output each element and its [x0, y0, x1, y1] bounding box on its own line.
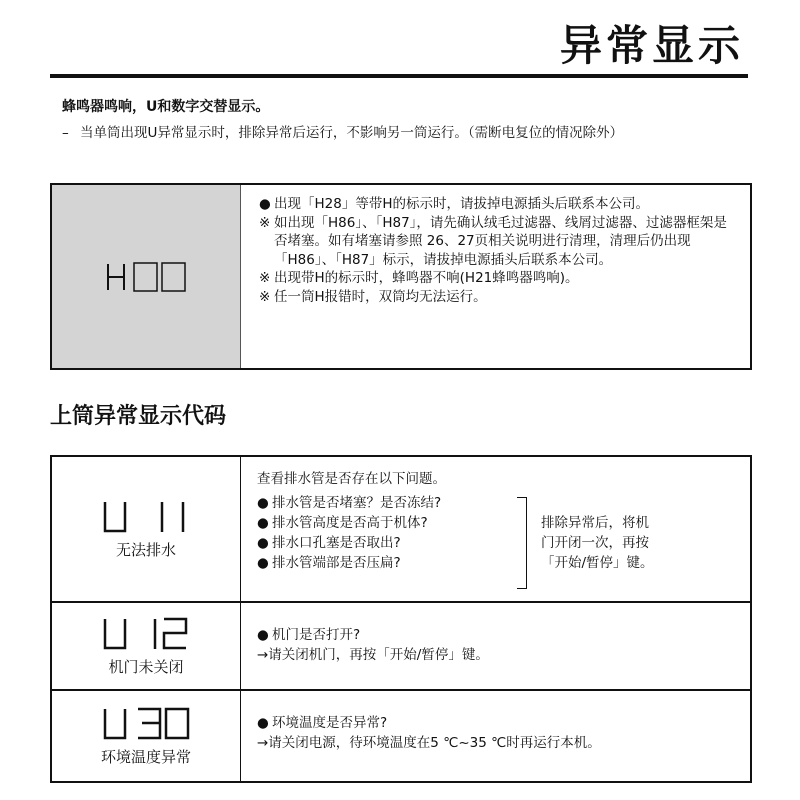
item-marker: ※ [259, 270, 271, 286]
u30-description [241, 691, 750, 781]
u11-item [257, 493, 750, 513]
note-text: 当单筒出现U异常显示时，排除异常后运行，不影响另一筒运行。（需断电复位的情况除外） [80, 125, 624, 141]
u11-description [241, 457, 750, 601]
item-text: 出现带H的标示时，蜂鸣器不响(H21蜂鸣器鸣响)。 [274, 270, 579, 286]
item-marker: ● [257, 715, 269, 731]
u11-label: 无法排水 [115, 540, 176, 559]
u11-bracket [517, 497, 527, 589]
h-item [259, 269, 736, 288]
h-code-description [241, 185, 750, 368]
page-title: 异常显示 [559, 21, 744, 70]
u11-action-line: 「开始/暂停」键。 [541, 555, 654, 571]
item-text: 排水管端部是否压扁? [272, 555, 401, 571]
u12-description [241, 603, 750, 689]
u30-row [52, 691, 750, 781]
item-marker: ※ [259, 288, 271, 305]
item-text: 出现「H28」等带H的标示时，请拔掉电源插头后联系本公司。 [274, 196, 649, 212]
u12-arrow-text: →请关闭机门，再按「开始/暂停」键。 [257, 647, 489, 663]
title-rule [50, 74, 748, 78]
u12-code-cell [52, 603, 241, 689]
u30-segment-display-icon [100, 706, 192, 742]
u12-label: 机门未关闭 [108, 657, 184, 676]
u-code-table [50, 455, 752, 783]
u11-action [541, 513, 691, 573]
item-text: 排水口孔塞是否取出? [272, 535, 401, 551]
u12-item [257, 625, 750, 645]
u30-code-cell [52, 691, 241, 781]
u30-arrow-text: →请关闭电源，待环境温度在5 ℃~35 ℃时再运行本机。 [257, 735, 601, 751]
note [62, 124, 752, 143]
item-text: 如出现「H86」、「H87」，请先确认绒毛过滤器、线屑过滤器、过滤器框架是否堵塞。如有堵塞请参照 26、27页相关说明进行清理，清理后仍出现「H86」、「H87」标示，请拔掉电源插头后联系本公司。 [274, 214, 727, 268]
h-code-box [50, 183, 752, 370]
note-dash: – [62, 125, 69, 141]
item-text: 排水管高度是否高于机体? [272, 515, 428, 531]
h-item [259, 214, 736, 270]
item-text: 机门是否打开? [272, 627, 361, 643]
u11-action-line: 排除异常后，将机 [541, 515, 649, 531]
u30-item [257, 713, 750, 733]
u12-row [52, 603, 750, 691]
u30-label: 环境温度异常 [100, 747, 191, 766]
u11-action-line: 门开闭一次，再按 [541, 535, 649, 551]
item-marker: ● [257, 495, 269, 511]
h-item [259, 288, 736, 307]
item-marker: ● [259, 196, 271, 212]
h-code-display [52, 185, 241, 368]
u12-segment-display-icon [100, 616, 192, 652]
item-marker: ● [257, 515, 269, 531]
u11-row [52, 457, 750, 603]
u11-intro: 查看排水管是否存在以下问题。 [257, 471, 446, 487]
u11-code-cell [52, 457, 241, 601]
lead-text: 蜂鸣器鸣响，U和数字交替显示。 [62, 99, 270, 115]
item-marker: ● [257, 535, 269, 551]
h-segment-display-icon [104, 260, 188, 294]
item-marker: ● [257, 555, 269, 571]
item-marker: ※ [259, 214, 271, 231]
item-marker: ● [257, 627, 269, 643]
section-title: 上筒异常显示代码 [50, 404, 227, 429]
u11-segment-display-icon [100, 499, 192, 535]
item-text: 排水管是否堵塞？是否冻结? [272, 495, 442, 511]
item-text: 环境温度是否异常? [272, 715, 388, 731]
h-item [259, 195, 736, 214]
item-text: 任一筒H报错时，双筒均无法运行。 [274, 288, 487, 305]
